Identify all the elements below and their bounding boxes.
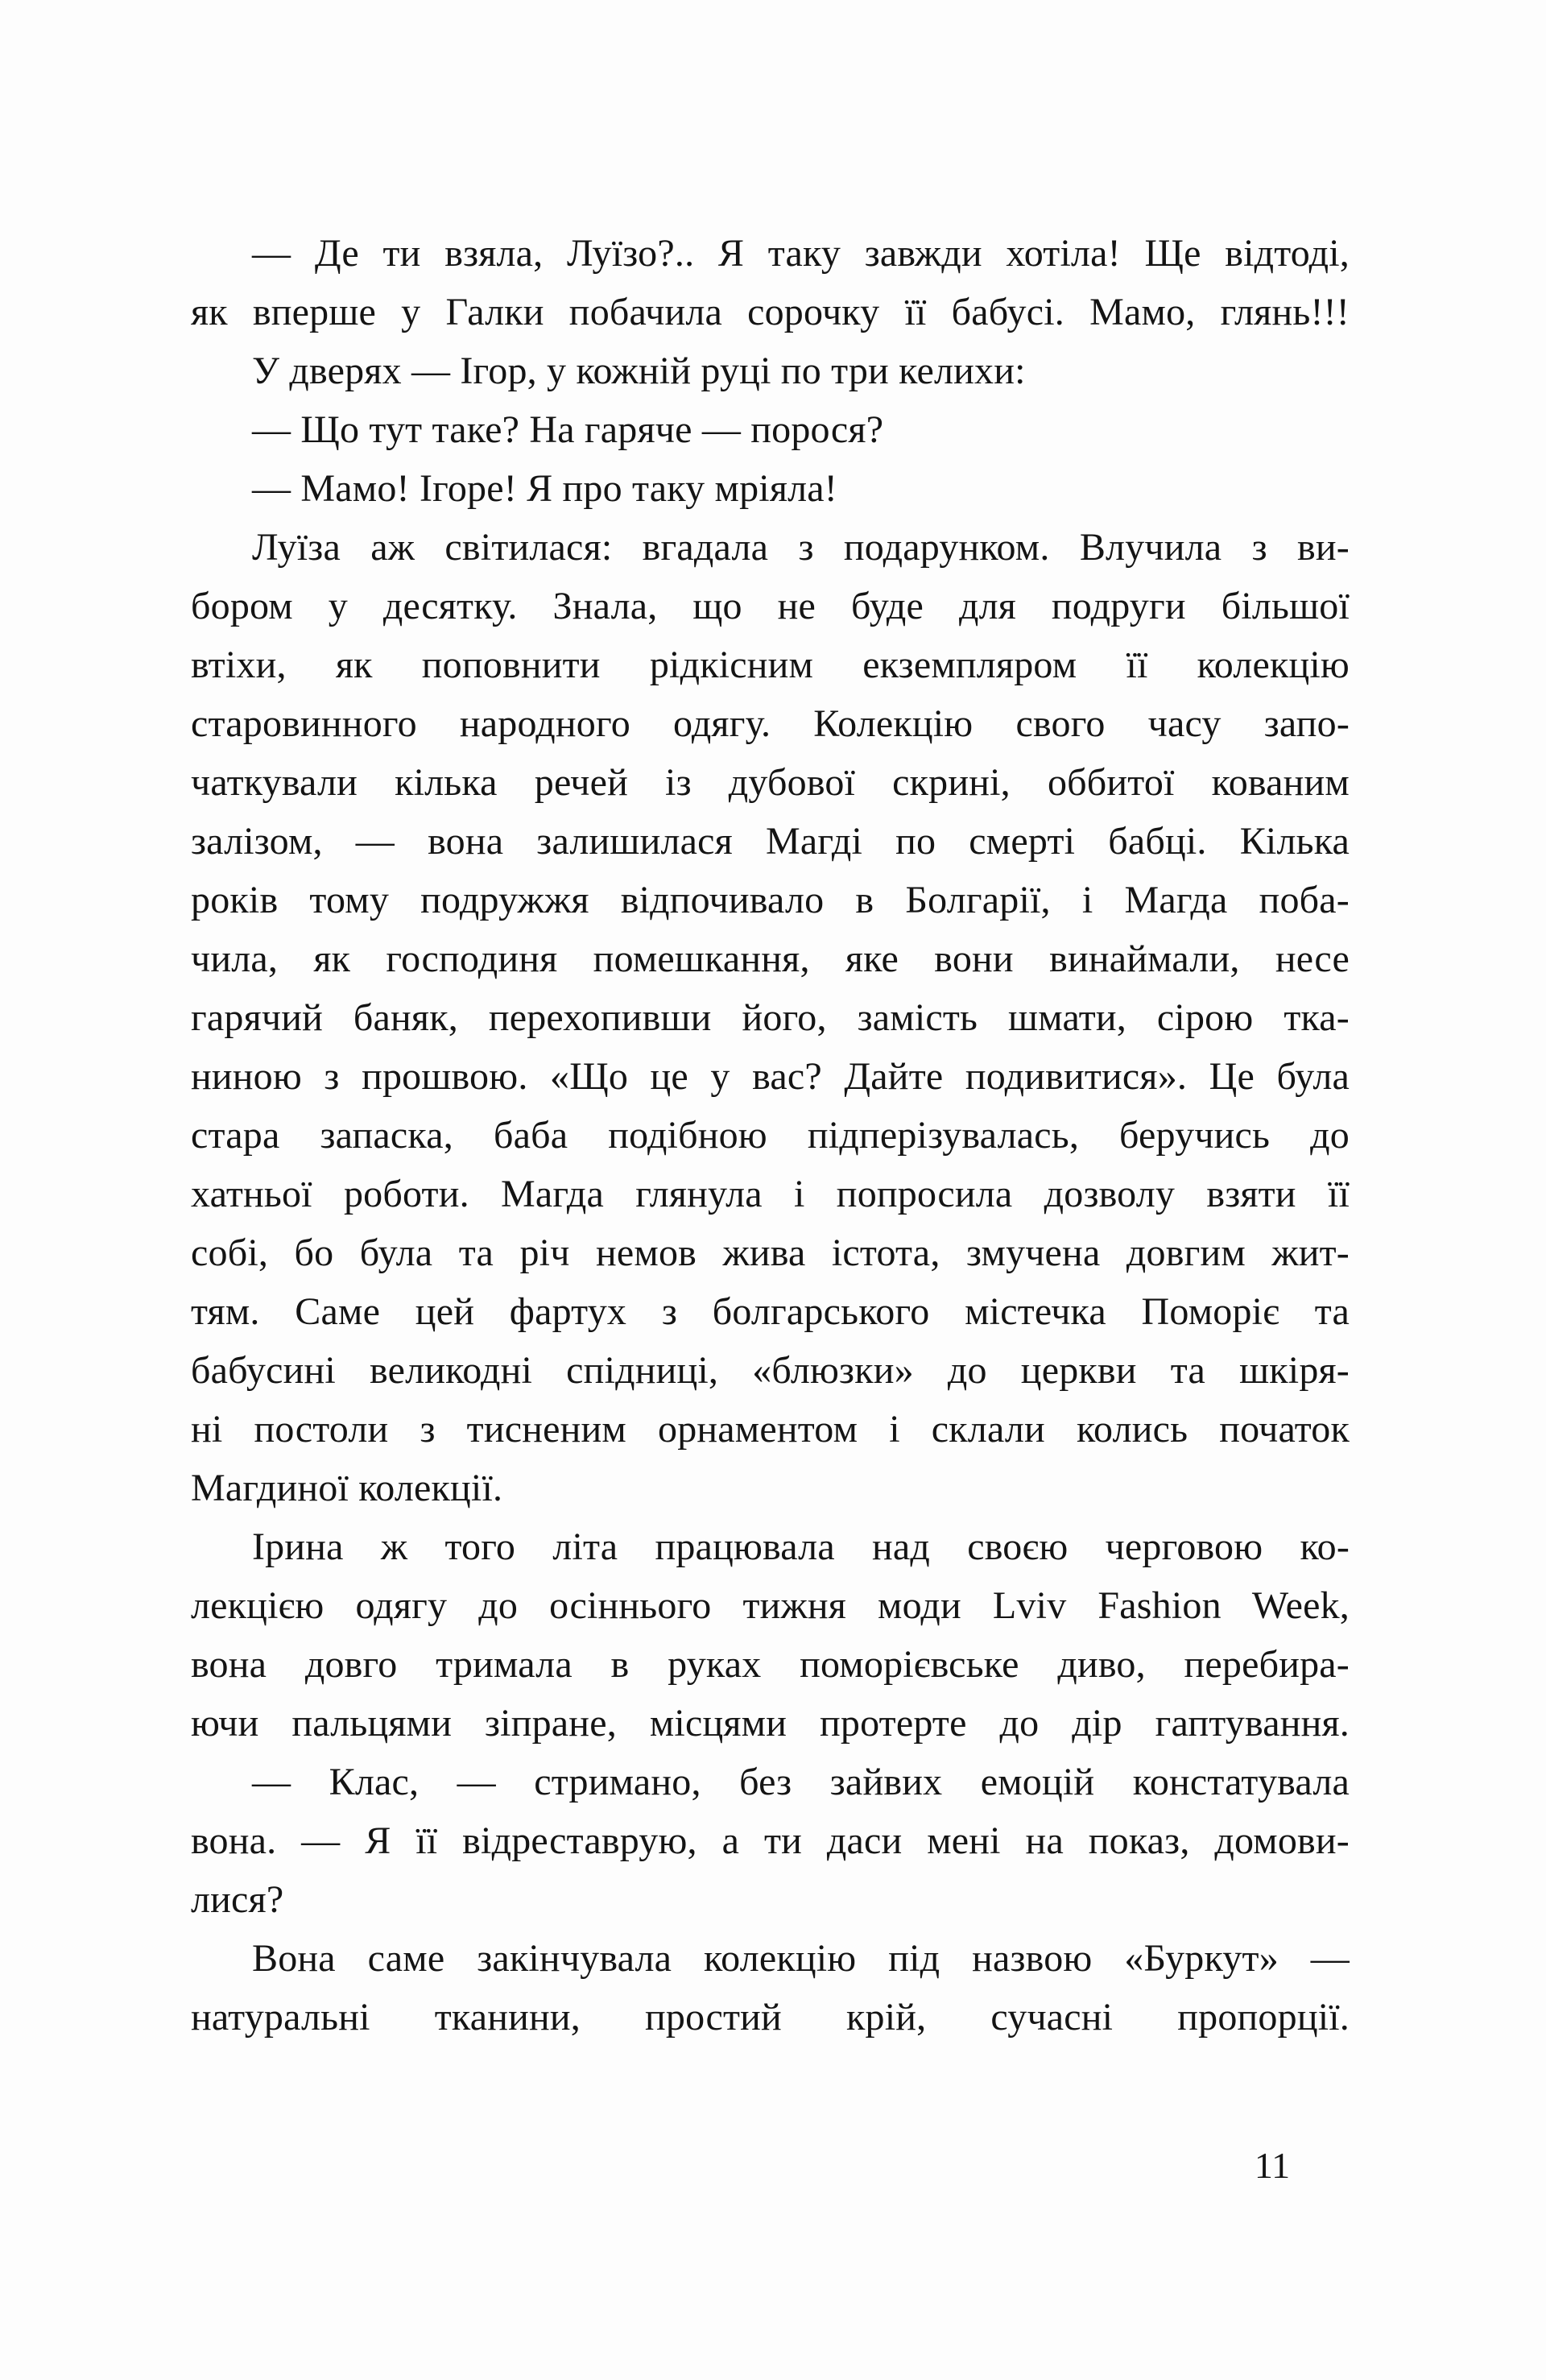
text-line: стара запаска, баба подібною підперізувалась, беручись до <box>191 1114 1350 1157</box>
text-line: вона довго тримала в руках поморієвське диво, перебира- <box>191 1643 1350 1686</box>
text-line: — Мамо! Ігоре! Я про таку мріяла! <box>252 467 837 510</box>
text-line: хатньої роботи. Магда глянула і попросила дозволу взяти її <box>191 1173 1350 1215</box>
text-line: Ірина ж того літа працювала над своєю черговою ко- <box>252 1525 1350 1568</box>
text-line: років тому подружжя відпочивало в Болгарії, і Магда поба- <box>191 879 1350 921</box>
text-line: бабусині великодні спідниці, «блюзки» до церкви та шкіря- <box>191 1349 1350 1392</box>
text-line: тям. Саме цей фартух з болгарського містечка Поморіє та <box>191 1290 1350 1333</box>
text-line: лекцією одягу до осіннього тижня моди Lviv Fashion Week, <box>191 1584 1350 1627</box>
text-line: ниною з прошвою. «Що це у вас? Дайте подивитися». Це була <box>191 1055 1350 1098</box>
text-line: ючи пальцями зіпране, місцями протерте до дір гаптування. <box>191 1702 1350 1745</box>
text-line: Вона саме закінчувала колекцію під назвою «Буркут» — <box>252 1937 1350 1980</box>
text-line: чаткували кілька речей із дубової скрині, оббитої кованим <box>191 761 1350 804</box>
text-line: У дверях — Ігор, у кожній руці по три келихи: <box>252 350 1026 392</box>
text-line: вона. — Я її відреставрую, а ти даси мені на показ, домови- <box>191 1819 1350 1862</box>
page-number: 11 <box>1254 2145 1291 2186</box>
text-line: лися? <box>191 1878 284 1921</box>
text-line: Луїза аж світилася: вгадала з подарунком. Влучила з ви- <box>252 526 1350 569</box>
text-line: втіхи, як поповнити рідкісним екземпляром її колекцію <box>191 644 1350 686</box>
text-line: бором у десятку. Знала, що не буде для подруги більшої <box>191 585 1350 627</box>
text-line: Магдиної колекції. <box>191 1467 503 1509</box>
text-line: як вперше у Галки побачила сорочку її бабусі. Мамо, глянь!!! <box>191 291 1350 333</box>
text-line: ні постоли з тисненим орнаментом і склали колись початок <box>191 1408 1350 1451</box>
text-line: — Що тут таке? На гаряче — порося? <box>252 408 884 451</box>
text-line: залізом, — вона залишилася Магді по смерті бабці. Кілька <box>191 820 1350 863</box>
text-line: гарячий баняк, перехопивши його, замість шмати, сірою тка- <box>191 996 1350 1039</box>
body-text <box>191 224 1350 2047</box>
text-line: старовинного народного одягу. Колекцію свого часу запо- <box>191 702 1350 745</box>
text-line: чила, як господиня помешкання, яке вони винаймали, несе <box>191 938 1350 980</box>
text-line: — Клас, — стримано, без зайвих емоцій констатувала <box>252 1761 1350 1803</box>
text-line: натуральні тканини, простий крій, сучасні пропорції. <box>191 1996 1350 2039</box>
text-line: собі, бо була та річ немов жива істота, змучена довгим жит- <box>191 1231 1350 1274</box>
text-line: — Де ти взяла, Луїзо?.. Я таку завжди хотіла! Ще відтоді, <box>252 232 1350 275</box>
